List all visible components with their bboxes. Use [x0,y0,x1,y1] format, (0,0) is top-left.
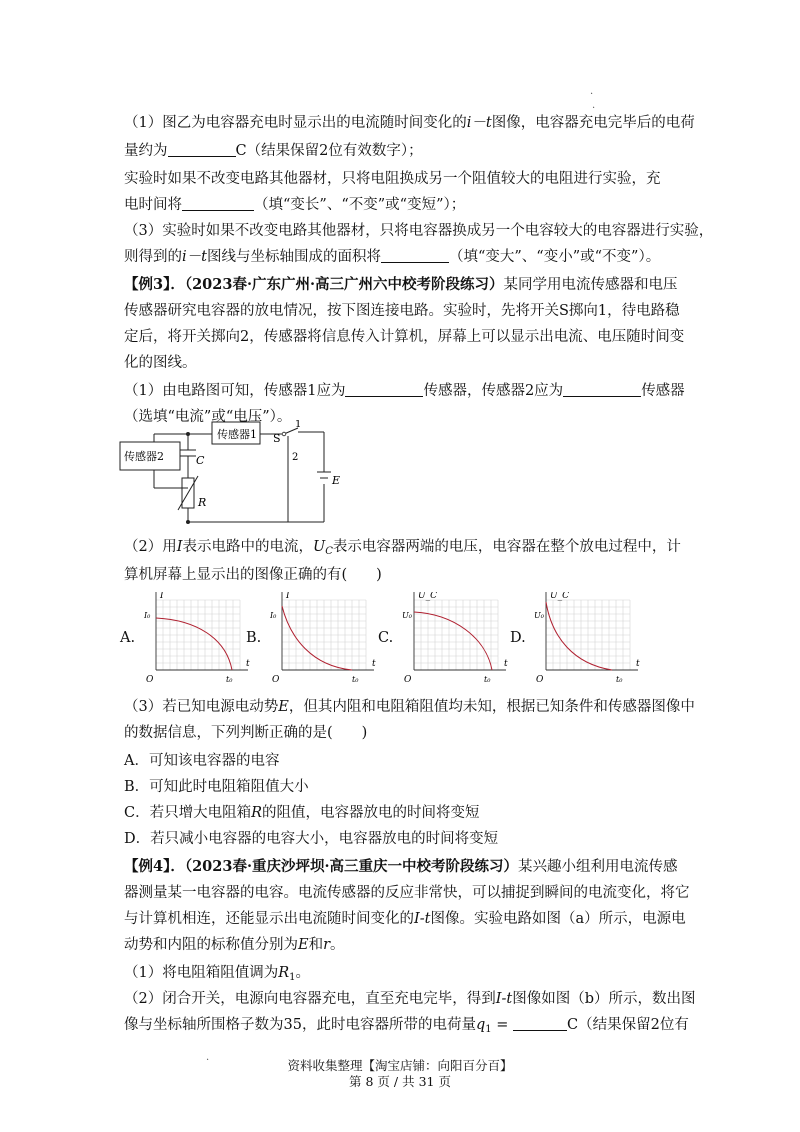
graph-t-axis-label: t [246,659,250,669]
header-dot: . [592,100,596,111]
graph-option-label[interactable]: C. [378,630,394,646]
graph-y-axis-label: U_C [550,592,569,601]
graph-option-c[interactable] [402,592,514,688]
graph-t-axis-label: t [636,659,640,669]
example3-line3: 定后，将开关掷向2，传感器将信息传入计算机，屏幕上可以显示出电流、电压随时间变 [124,329,685,345]
graph-y0-label: I₀ [144,611,151,620]
q1-line4: 电时间将 （填“变长”、“不变”或“变短”）； [124,190,684,220]
example3-q1: （1）由电路图可知，传感器1应为 传感器，传感器2应为 传感器 [124,376,684,406]
emf-label: E [332,474,341,487]
example3-q3-line1: （3）若已知电源电动势E，但其内阻和电阻箱阻值均未知，根据已知条件和传感器图像中 [124,699,695,715]
footer-dot: . [206,1052,210,1063]
answer-blank[interactable] [513,1014,567,1031]
graph-origin-label: O [146,675,154,685]
resistor-label: R [198,496,207,509]
example3-q2-line2: 算机屏幕上显示出的图像正确的有( ) [124,567,382,583]
q1-line6: 则得到的i－t图线与坐标轴围成的面积将 （填“变大”、“变小”或“不变”）。 [124,242,684,272]
example4-line4: 动势和内阻的标称值分别为E和r。 [124,937,345,953]
switch-pos-1: 1 [295,420,302,430]
option-b[interactable]: B．可知此时电阻箱阻值大小 [124,779,309,795]
page-number: 第 8 页 / 共 31 页 [349,1074,451,1089]
option-d[interactable]: D．若只减小电容器的电容大小，电容器放电的时间将变短 [124,831,499,847]
option-c[interactable]: C．若只增大电阻箱R的阻值，电容器放电的时间将变短 [124,805,480,821]
example4-q2-line2: 像与坐标轴所围格子数为35，此时电容器所带的电荷量$q_1 = C$（结果保留2位有 [124,1010,684,1045]
example3-line4: 化的图线。 [124,355,197,371]
example3-tag: 【例3】．（2023春·广东广州·高三广州六中校考阶段练习） [124,276,504,293]
graph-y-axis-label: I [160,592,164,601]
example4-line3: 与计算机相连，还能显示出电流随时间变化的I-t图像。实验电路如图（a）所示，电源电 [124,911,686,927]
example4-q2-line1: （2）闭合开关，电源向电容器充电，直至充电完毕，得到I-t图像如图（b）所示，数出图 [124,991,696,1007]
example4-line1: 【例4】．（2023春·重庆沙坪坝·高三重庆一中校考阶段练习）某兴趣小组利用电流传感 [124,858,678,875]
graph-y-axis-label: I [286,592,290,601]
answer-blank[interactable] [168,140,236,157]
footer-source: 资料收集整理【淘宝店铺：向阳百分百】 [287,1058,513,1073]
answer-blank[interactable] [182,194,254,211]
graph-t-axis-label: t [372,659,376,669]
example3-line2: 传感器研究电容器的放电情况，按下图连接电路。实验时，先将开关S掷向1，待电路稳 [124,303,680,319]
capacitor-label: C [196,454,205,467]
example4-q1: （1）将电阻箱阻值调为$R_1$。 [124,965,311,983]
switch-label: S [273,432,281,445]
graph-option-label[interactable]: B. [246,630,262,646]
example3-q2-line1: （2）用I表示电路中的电流，$U_C$表示电容器两端的电压，电容器在整个放电过程中，计 [124,539,681,557]
graph-y0-label: U₀ [402,611,412,620]
q1-line2: 量约为 C（结果保留2位有效数字）； [124,136,684,166]
graph-t0-label: t₀ [226,675,233,684]
graph-t0-label: t₀ [352,675,359,684]
graph-origin-label: O [536,675,544,685]
answer-blank[interactable] [381,246,449,263]
q1-line3: 实验时如果不改变电路其他器材，只将电阻换成另一个阻值较大的电阻进行实验，充 [124,171,661,187]
example4-tag: 【例4】．（2023春·重庆沙坪坝·高三重庆一中校考阶段练习） [124,858,519,875]
graph-y-axis-label: U_C [418,592,437,601]
switch-pos-2: 2 [292,452,299,463]
graph-curve [156,618,232,670]
example4-line2: 器测量某一电容器的电容。电流传感器的反应非常快，可以捕捉到瞬间的电流变化，将它 [124,885,690,901]
example3-q1-options: （选填“电流”或“电压”）。 [124,409,292,425]
graph-t0-label: t₀ [484,675,491,684]
q1-line5: （3）实验时如果不改变电路其他器材，只将电容器换成另一个电容较大的电容器进行实验， [124,223,714,239]
graph-t-axis-label: t [504,659,508,669]
graph-y0-label: I₀ [270,611,277,620]
sensor2-label: 传感器2 [124,450,164,463]
graph-origin-label: O [404,675,412,685]
sensor1-label: 传感器1 [217,428,257,441]
graph-option-label[interactable]: A. [120,630,136,646]
answer-blank[interactable] [563,380,641,397]
header-dot: . [590,86,594,97]
graph-option-a[interactable] [144,592,256,688]
example3-line1: 【例3】．（2023春·广东广州·高三广州六中校考阶段练习）某同学用电流传感器和电压 [124,276,678,293]
graph-option-b[interactable] [270,592,382,688]
option-a[interactable]: A．可知该电容器的电容 [124,753,280,769]
graph-t0-label: t₀ [616,675,623,684]
answer-blank[interactable] [345,380,423,397]
circuit-diagram [118,420,348,528]
example3-q3-line2: 的数据信息，下列判断正确的是( ) [124,725,368,741]
graph-origin-label: O [272,675,280,685]
graph-option-d[interactable] [534,592,646,688]
q1-line1: （1）图乙为电容器充电时显示出的电流随时间变化的i－t图像，电容器充电完毕后的电荷 [124,115,695,131]
graph-y0-label: U₀ [534,611,544,620]
graph-option-label[interactable]: D. [510,630,526,646]
